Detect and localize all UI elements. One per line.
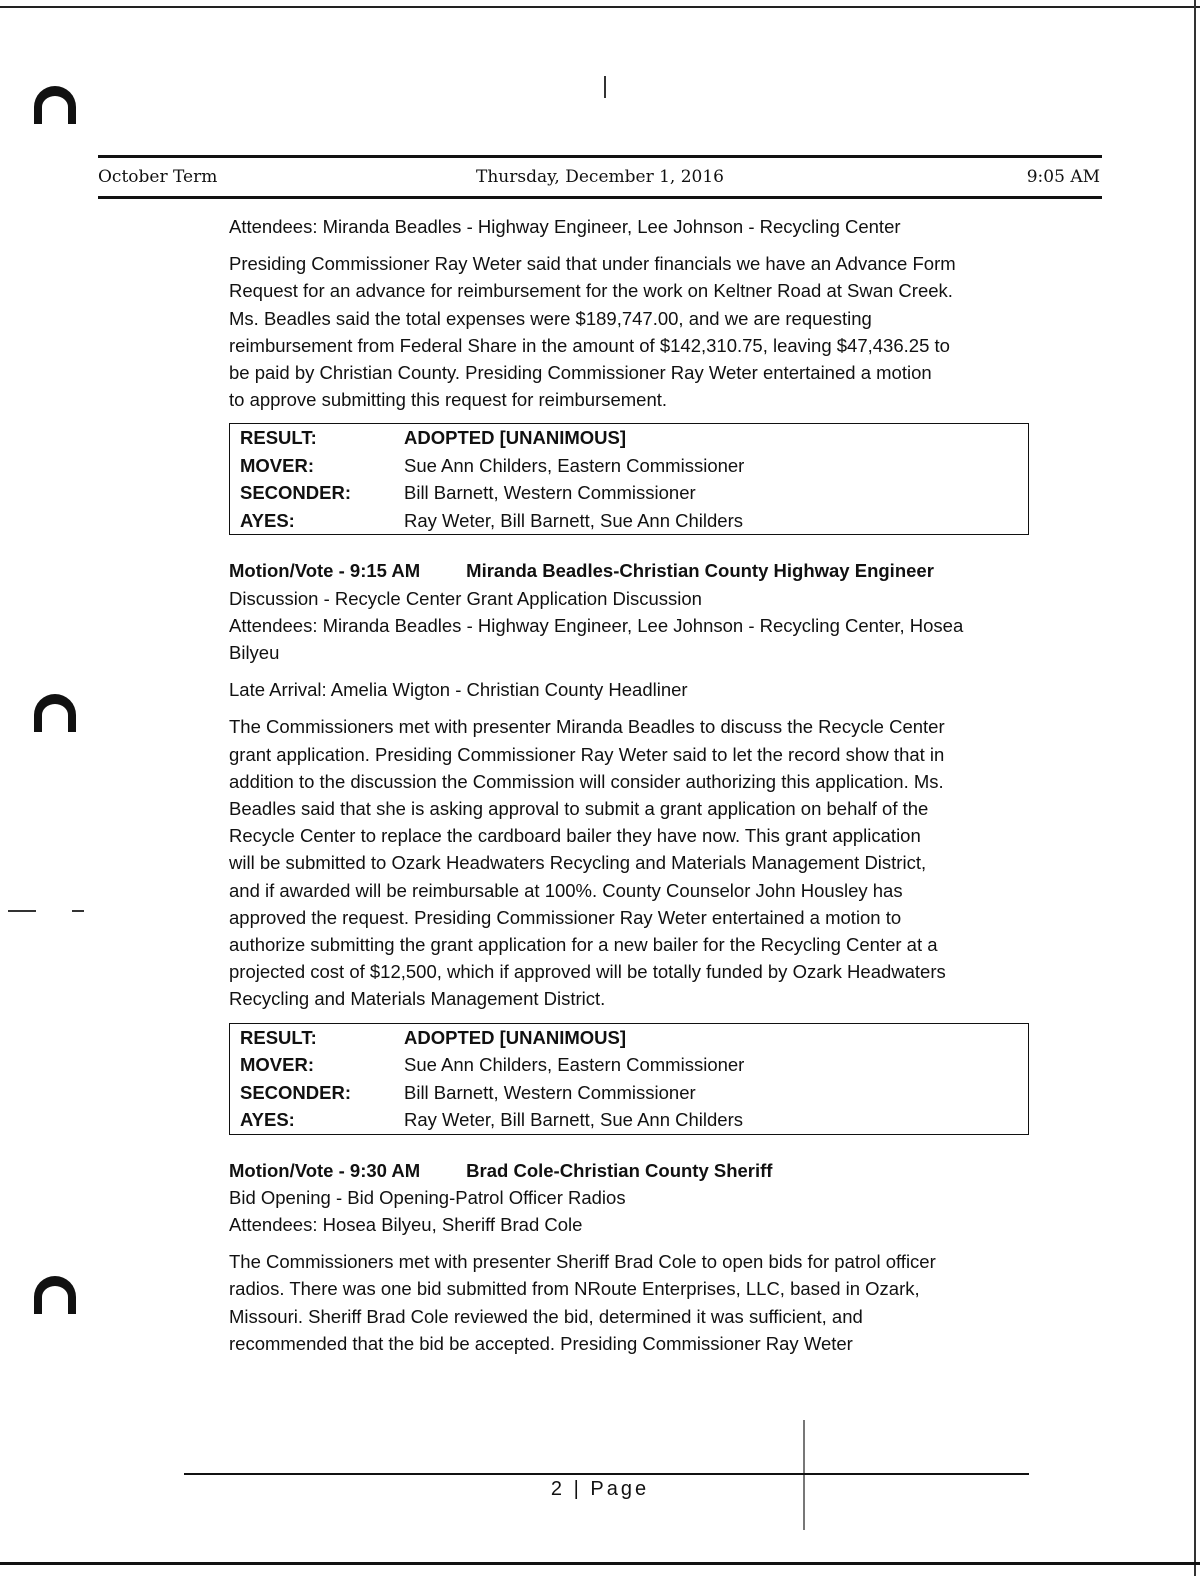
scan-border-right (1194, 0, 1196, 1576)
section2-late-arrival: Late Arrival: Amelia Wigton - Christian County Headliner (229, 679, 688, 701)
header-rule-top (98, 155, 1102, 158)
punch-hole-top (34, 86, 76, 124)
vote-ayes-row (230, 507, 1029, 535)
vote-ayes-label: AYES: (240, 509, 295, 531)
vote-mover-value: Sue Ann Childers, Eastern Commissioner (404, 454, 745, 476)
minutes-body (229, 213, 1039, 1357)
section1-paragraph-line: Presiding Commissioner Ray Weter said that under financials we have an Advance Form (229, 253, 956, 275)
section2-paragraph-line: approved the request. Presiding Commissioner Ray Weter entertained a motion to (229, 906, 902, 928)
punch-hole-bottom (34, 1276, 76, 1314)
header-rule-bottom (98, 196, 1102, 199)
vote-mover-label: MOVER: (240, 1054, 314, 1076)
section3-paragraph-line: radios. There was one bid submitted from NRoute Enterprises, LLC, based in Ozark, (229, 1278, 920, 1300)
footer-rule (184, 1473, 1029, 1475)
vote-result-label: RESULT: (240, 427, 317, 449)
section2-paragraph-line: and if awarded will be reimbursable at 100%. County Counselor John Housley has (229, 879, 903, 901)
section3-attendees: Attendees: Hosea Bilyeu, Sheriff Brad Cole (229, 1214, 583, 1236)
section1-vote-table (229, 423, 1029, 535)
scan-speck (8, 910, 36, 912)
section2-paragraph-line: grant application. Presiding Commissioner Ray Weter said to let the record show that in (229, 743, 945, 765)
scan-border-bottom (0, 1562, 1200, 1565)
section2-paragraph-line: addition to the discussion the Commission will consider authorizing this application. Ms. (229, 770, 944, 792)
vote-mover-row (230, 1051, 1029, 1079)
vote-ayes-row (230, 1106, 1029, 1134)
scan-speck (604, 76, 606, 98)
vote-result-value: ADOPTED [UNANIMOUS] (404, 427, 626, 449)
vote-mover-row (230, 452, 1029, 480)
section2-attendees-line: Bilyeu (229, 642, 280, 664)
page-number: 2 | Page (550, 1478, 650, 1500)
vote-result-row (230, 424, 1029, 452)
section2-paragraph-line: The Commissioners met with presenter Miranda Beadles to discuss the Recycle Center (229, 716, 945, 738)
punch-hole-middle (34, 694, 76, 732)
vote-seconder-row (230, 479, 1029, 507)
section3-motion-heading (229, 1157, 1039, 1184)
section3-presenter: Brad Cole-Christian County Sheriff (466, 1159, 773, 1181)
section2-paragraph-line: Beadles said that she is asking approval to submit a grant application on behalf of the (229, 798, 929, 820)
header-time: 9:05 AM (1026, 167, 1100, 187)
section1-attendees: Attendees: Miranda Beadles - Highway Engineer, Lee Johnson - Recycling Center (229, 216, 901, 237)
section2-attendees-line: Attendees: Miranda Beadles - Highway Engineer, Lee Johnson - Recycling Center, Hosea (229, 614, 964, 636)
section2-paragraph-line: will be submitted to Ozark Headwaters Recycling and Materials Management District, (229, 852, 927, 874)
section1-paragraph-line: Ms. Beadles said the total expenses were $189,747.00, and we are requesting (229, 307, 872, 329)
section3-motion-time: Motion/Vote - 9:30 AM (229, 1159, 421, 1181)
vote-mover-value: Sue Ann Childers, Eastern Commissioner (404, 1054, 745, 1076)
section2-vote-table (229, 1023, 1029, 1135)
vote-result-value: ADOPTED [UNANIMOUS] (404, 1026, 626, 1048)
header-date: Thursday, December 1, 2016 (475, 167, 724, 187)
section3-paragraph-line: The Commissioners met with presenter Sheriff Brad Cole to open bids for patrol officer (229, 1251, 936, 1273)
vote-ayes-label: AYES: (240, 1109, 295, 1131)
section1-paragraph-line: reimbursement from Federal Share in the amount of $142,310.75, leaving $47,436.25 to (229, 334, 950, 356)
section1-paragraph-line: Request for an advance for reimbursement for the work on Keltner Road at Swan Creek. (229, 280, 953, 302)
vote-seconder-value: Bill Barnett, Western Commissioner (404, 1081, 696, 1103)
section3-paragraph-line: recommended that the bid be accepted. Presiding Commissioner Ray Weter (229, 1332, 853, 1354)
section2-paragraph-line: projected cost of $12,500, which if approved will be totally funded by Ozark Headwaters (229, 961, 946, 983)
section2-motion-heading (229, 557, 1039, 584)
section2-paragraph-line: Recycling and Materials Management District. (229, 988, 606, 1010)
vote-mover-label: MOVER: (240, 454, 314, 476)
section1-paragraph-line: be paid by Christian County. Presiding Commissioner Ray Weter entertained a motion (229, 362, 932, 384)
section2-paragraph-line: Recycle Center to replace the cardboard bailer they have now. This grant application (229, 825, 921, 847)
scan-speck (72, 910, 84, 912)
section2-discussion: Discussion - Recycle Center Grant Application Discussion (229, 587, 702, 609)
section3-paragraph-line: Missouri. Sheriff Brad Cole reviewed the bid, determined it was sufficient, and (229, 1305, 863, 1327)
vote-ayes-value: Ray Weter, Bill Barnett, Sue Ann Childers (404, 509, 743, 531)
vote-result-label: RESULT: (240, 1026, 317, 1048)
section2-paragraph-line: authorize submitting the grant application for a new bailer for the Recycling Center at a (229, 934, 938, 956)
scan-speck (803, 1420, 805, 1530)
vote-ayes-value: Ray Weter, Bill Barnett, Sue Ann Childers (404, 1109, 743, 1131)
header-term: October Term (98, 167, 218, 187)
vote-seconder-label: SECONDER: (240, 482, 352, 504)
vote-result-row (230, 1023, 1029, 1051)
vote-seconder-value: Bill Barnett, Western Commissioner (404, 482, 696, 504)
vote-seconder-row (230, 1079, 1029, 1107)
section2-motion-time: Motion/Vote - 9:15 AM (229, 560, 421, 582)
section2-presenter: Miranda Beadles-Christian County Highway Engineer (466, 560, 934, 582)
scan-border-top (0, 6, 1200, 8)
section1-paragraph-line: to approve submitting this request for reimbursement. (229, 389, 668, 411)
vote-seconder-label: SECONDER: (240, 1081, 352, 1103)
section3-bid-opening: Bid Opening - Bid Opening-Patrol Officer Radios (229, 1186, 626, 1208)
